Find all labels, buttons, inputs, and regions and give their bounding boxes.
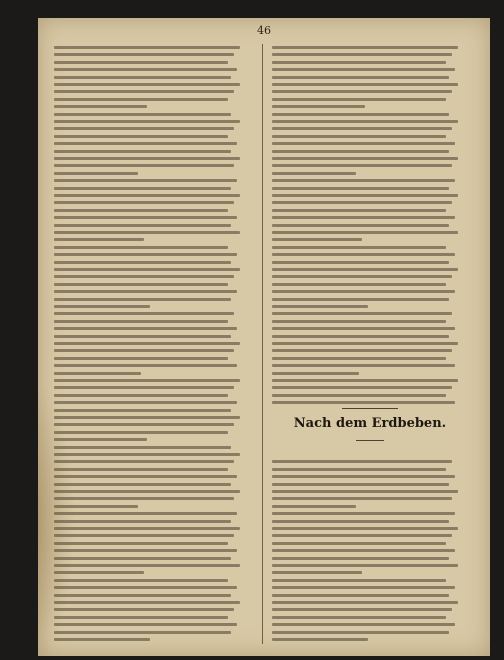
text-line-placeholder <box>272 194 458 197</box>
text-line-placeholder <box>272 594 449 597</box>
text-line-placeholder <box>54 164 234 167</box>
text-line-placeholder <box>272 83 458 86</box>
text-line-placeholder <box>272 135 446 138</box>
text-line-placeholder <box>272 364 455 367</box>
text-line-placeholder <box>54 246 228 249</box>
text-line-placeholder <box>272 157 458 160</box>
text-line-placeholder <box>272 76 449 79</box>
text-line-placeholder <box>54 105 147 108</box>
text-line-placeholder <box>272 61 446 64</box>
text-line-placeholder <box>54 512 237 515</box>
text-line-placeholder <box>54 601 240 604</box>
text-line-placeholder <box>272 172 356 175</box>
text-line-placeholder <box>272 571 362 574</box>
text-line-placeholder <box>54 201 234 204</box>
text-line-placeholder <box>272 187 449 190</box>
text-line-placeholder <box>54 616 228 619</box>
text-line-placeholder <box>54 608 234 611</box>
text-line-placeholder <box>272 253 455 256</box>
text-line-placeholder <box>54 83 240 86</box>
text-line-placeholder <box>54 483 231 486</box>
text-line-placeholder <box>272 335 449 338</box>
text-line-placeholder <box>54 68 237 71</box>
text-line-placeholder <box>272 601 458 604</box>
text-line-placeholder <box>272 349 452 352</box>
book-page <box>38 18 490 656</box>
text-line-placeholder <box>272 261 449 264</box>
page-number: 46 <box>257 24 271 37</box>
text-line-placeholder <box>54 534 234 537</box>
text-line-placeholder <box>272 327 455 330</box>
text-line-placeholder <box>54 209 228 212</box>
text-line-placeholder <box>54 327 237 330</box>
text-line-placeholder <box>272 579 446 582</box>
text-line-placeholder <box>272 179 455 182</box>
text-line-placeholder <box>272 631 449 634</box>
text-line-placeholder <box>54 150 231 153</box>
text-line-placeholder <box>272 305 368 308</box>
text-line-placeholder <box>272 608 452 611</box>
text-line-placeholder <box>272 623 455 626</box>
text-line-placeholder <box>272 312 452 315</box>
text-line-placeholder <box>54 475 237 478</box>
text-line-placeholder <box>54 631 231 634</box>
text-line-placeholder <box>54 261 231 264</box>
text-line-placeholder <box>272 534 452 537</box>
text-line-placeholder <box>54 542 228 545</box>
text-line-placeholder <box>54 98 228 101</box>
text-line-placeholder <box>272 342 458 345</box>
text-line-placeholder <box>54 283 228 286</box>
text-line-placeholder <box>54 320 228 323</box>
text-line-placeholder <box>54 438 147 441</box>
text-line-placeholder <box>272 549 455 552</box>
text-line-placeholder <box>272 372 359 375</box>
text-line-placeholder <box>54 586 237 589</box>
text-line-placeholder <box>272 105 365 108</box>
text-line-placeholder <box>272 68 455 71</box>
text-line-placeholder <box>272 401 455 404</box>
text-line-placeholder <box>54 527 240 530</box>
text-line-placeholder <box>54 46 240 49</box>
text-line-placeholder <box>54 224 231 227</box>
text-line-placeholder <box>54 238 144 241</box>
text-line-placeholder <box>272 394 446 397</box>
text-line-placeholder <box>272 638 368 641</box>
text-line-placeholder <box>54 564 240 567</box>
text-line-placeholder <box>54 505 138 508</box>
text-line-placeholder <box>272 113 449 116</box>
text-line-placeholder <box>54 490 240 493</box>
text-line-placeholder <box>272 386 452 389</box>
text-line-placeholder <box>54 275 234 278</box>
text-line-placeholder <box>54 623 237 626</box>
text-line-placeholder <box>54 372 141 375</box>
text-line-placeholder <box>54 364 237 367</box>
story-heading: Nach dem Erdbeben. <box>293 416 447 431</box>
text-line-placeholder <box>54 431 228 434</box>
text-line-placeholder <box>54 549 237 552</box>
text-line-placeholder <box>272 283 446 286</box>
text-line-placeholder <box>54 172 138 175</box>
text-line-placeholder <box>272 468 446 471</box>
text-line-placeholder <box>54 571 144 574</box>
text-line-placeholder <box>272 564 458 567</box>
text-line-placeholder <box>272 164 452 167</box>
text-line-placeholder <box>272 209 446 212</box>
text-line-placeholder <box>54 342 240 345</box>
text-line-placeholder <box>272 150 449 153</box>
text-line-placeholder <box>54 61 228 64</box>
text-line-placeholder <box>272 483 449 486</box>
section-rule-top <box>342 408 398 409</box>
text-line-placeholder <box>54 520 231 523</box>
text-line-placeholder <box>272 497 452 500</box>
text-line-placeholder <box>54 90 234 93</box>
text-line-placeholder <box>272 616 446 619</box>
text-line-placeholder <box>54 594 231 597</box>
text-line-placeholder <box>54 394 228 397</box>
text-line-placeholder <box>272 216 455 219</box>
text-line-placeholder <box>272 320 446 323</box>
text-line-placeholder <box>272 142 455 145</box>
text-line-placeholder <box>272 542 446 545</box>
text-line-placeholder <box>272 98 446 101</box>
text-line-placeholder <box>54 216 237 219</box>
text-line-placeholder <box>54 460 234 463</box>
text-line-placeholder <box>272 475 455 478</box>
text-line-placeholder <box>272 201 452 204</box>
text-line-placeholder <box>54 557 231 560</box>
text-line-placeholder <box>54 179 237 182</box>
text-line-placeholder <box>272 527 458 530</box>
text-line-placeholder <box>272 505 356 508</box>
text-line-placeholder <box>54 401 237 404</box>
text-line-placeholder <box>54 290 237 293</box>
section-rule-bottom <box>356 440 384 441</box>
text-line-placeholder <box>54 194 240 197</box>
text-line-placeholder <box>54 638 150 641</box>
text-line-placeholder <box>272 290 455 293</box>
text-line-placeholder <box>272 120 458 123</box>
text-line-placeholder <box>54 423 234 426</box>
text-line-placeholder <box>272 298 449 301</box>
text-line-placeholder <box>54 298 231 301</box>
text-line-placeholder <box>54 386 234 389</box>
text-line-placeholder <box>54 53 234 56</box>
text-line-placeholder <box>272 127 452 130</box>
column-divider <box>262 44 263 644</box>
text-line-placeholder <box>54 468 228 471</box>
text-line-placeholder <box>272 379 458 382</box>
text-line-placeholder <box>272 246 446 249</box>
text-line-placeholder <box>272 512 455 515</box>
text-line-placeholder <box>54 416 240 419</box>
text-line-placeholder <box>54 135 228 138</box>
text-line-placeholder <box>272 586 455 589</box>
text-line-placeholder <box>272 460 452 463</box>
text-line-placeholder <box>54 453 240 456</box>
text-line-placeholder <box>272 520 449 523</box>
text-line-placeholder <box>54 76 231 79</box>
text-line-placeholder <box>54 409 231 412</box>
text-line-placeholder <box>272 490 458 493</box>
text-line-placeholder <box>272 231 458 234</box>
text-line-placeholder <box>54 157 240 160</box>
text-line-placeholder <box>272 268 458 271</box>
text-line-placeholder <box>54 446 231 449</box>
text-line-placeholder <box>54 127 234 130</box>
text-line-placeholder <box>54 305 150 308</box>
text-line-placeholder <box>54 579 228 582</box>
text-line-placeholder <box>54 142 237 145</box>
text-line-placeholder <box>54 357 228 360</box>
text-line-placeholder <box>272 90 452 93</box>
text-line-placeholder <box>272 46 458 49</box>
text-line-placeholder <box>54 113 231 116</box>
text-line-placeholder <box>54 312 234 315</box>
text-line-placeholder <box>54 335 231 338</box>
text-line-placeholder <box>54 253 237 256</box>
text-line-placeholder <box>272 224 449 227</box>
text-line-placeholder <box>272 53 452 56</box>
text-line-placeholder <box>272 238 362 241</box>
text-line-placeholder <box>54 120 240 123</box>
text-line-placeholder <box>272 557 449 560</box>
text-line-placeholder <box>54 231 240 234</box>
right-text-column <box>272 44 468 646</box>
text-line-placeholder <box>54 349 234 352</box>
left-text-column <box>54 44 250 646</box>
text-line-placeholder <box>54 497 234 500</box>
text-line-placeholder <box>272 357 446 360</box>
text-line-placeholder <box>54 187 231 190</box>
text-line-placeholder <box>54 268 240 271</box>
text-line-placeholder <box>272 275 452 278</box>
text-line-placeholder <box>54 379 240 382</box>
